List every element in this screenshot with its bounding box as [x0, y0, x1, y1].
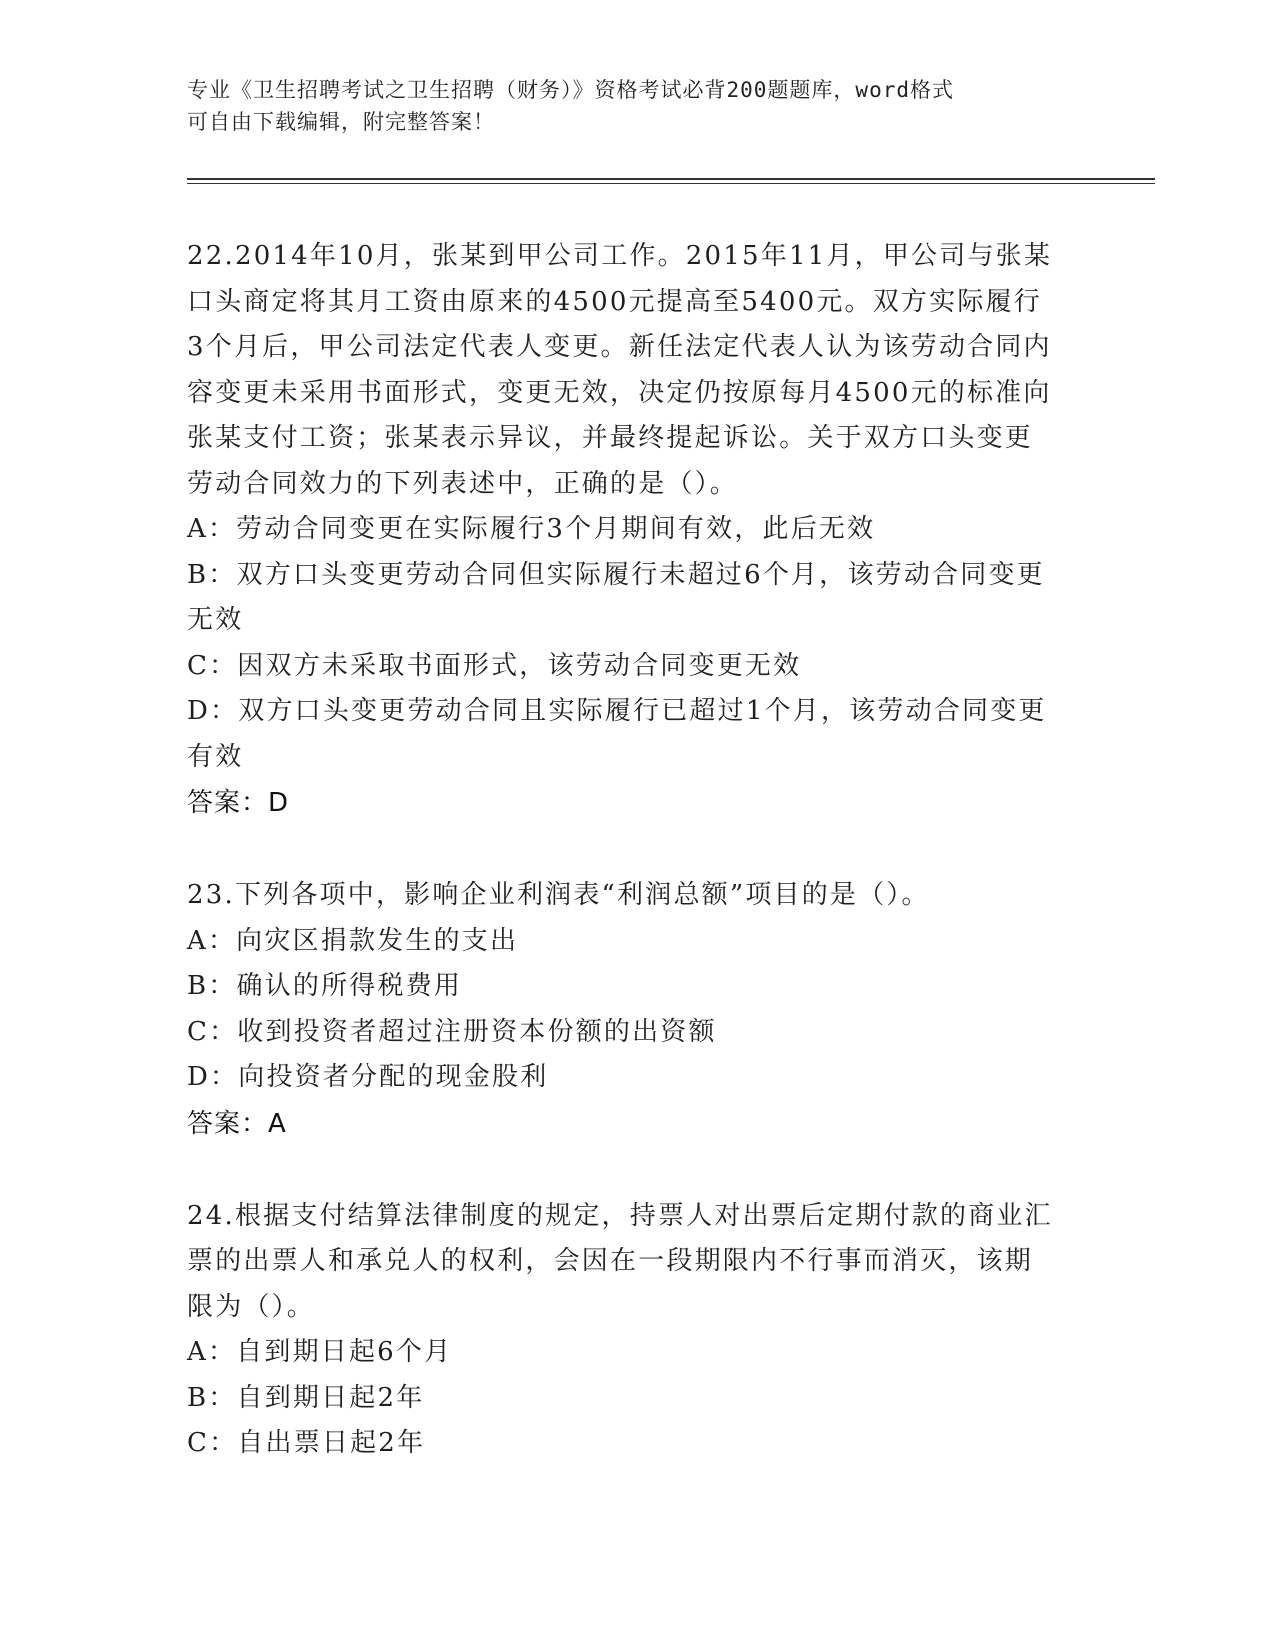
option-c — [187, 644, 1087, 690]
stem-line: 22.2014年10月，张某到甲公司工作。2015年11月，甲公司与张某 — [187, 241, 1053, 271]
question-list — [187, 234, 1087, 1467]
header-line: 可自由下载编辑，附完整答案！ — [187, 110, 495, 134]
option-d — [187, 689, 1087, 780]
question-stem — [187, 234, 1087, 507]
answer-label: 答案：D — [187, 788, 290, 818]
option-line: 无效 — [187, 605, 244, 635]
option-line: A：自到期日起6个月 — [187, 1337, 453, 1367]
header-line: 专业《卫生招聘考试之卫生招聘（财务）》资格考试必背200题题库，word格式 — [187, 78, 954, 102]
question-23 — [187, 873, 1087, 1148]
question-stem — [187, 1194, 1087, 1331]
stem-line: 容变更未采用书面形式，变更无效，决定仍按原每月4500元的标准向 — [187, 377, 1052, 408]
option-d — [187, 1055, 1087, 1101]
stem-line: 票的出票人和承兑人的权利，会因在一段期限内不行事而消灭，该期 — [187, 1246, 1034, 1276]
header-divider — [187, 178, 1155, 184]
option-line: D：双方口头变更劳动合同且实际履行已超过1个月，该劳动合同变更 — [187, 696, 1047, 726]
header-note — [187, 74, 1067, 138]
option-c — [187, 1421, 1087, 1467]
option-line: B：双方口头变更劳动合同但实际履行未超过6个月，该劳动合同变更 — [187, 559, 1045, 590]
option-b — [187, 553, 1087, 644]
question-24 — [187, 1194, 1087, 1467]
option-line: B：确认的所得税费用 — [187, 971, 463, 1001]
option-line: C：收到投资者超过注册资本份额的出资额 — [187, 1016, 717, 1047]
question-stem — [187, 873, 1087, 919]
option-b — [187, 1376, 1087, 1422]
option-b — [187, 964, 1087, 1010]
stem-line: 劳动合同效力的下列表述中，正确的是（）。 — [187, 468, 739, 499]
question-22 — [187, 234, 1087, 827]
option-line: 有效 — [187, 741, 244, 772]
stem-line: 限为（）。 — [187, 1291, 316, 1322]
stem-line: 张某支付工资；张某表示异议，并最终提起诉讼。关于双方口头变更 — [187, 423, 1034, 453]
stem-line: 3个月后，甲公司法定代表人变更。新任法定代表人认为该劳动合同内 — [187, 332, 1052, 362]
option-c — [187, 1010, 1087, 1056]
option-line: A：劳动合同变更在实际履行3个月期间有效，此后无效 — [187, 514, 876, 544]
stem-line: 23.下列各项中，影响企业利润表“利润总额”项目的是（）。 — [187, 880, 930, 910]
option-a — [187, 507, 1087, 553]
option-a — [187, 1330, 1087, 1376]
option-line: A：向灾区捐款发生的支出 — [187, 925, 519, 956]
stem-line: 口头商定将其月工资由原来的4500元提高至5400元。双方实际履行 — [187, 286, 1042, 317]
option-line: B：自到期日起2年 — [187, 1382, 425, 1413]
option-line: D：向投资者分配的现金股利 — [187, 1062, 549, 1092]
option-line: C：自出票日起2年 — [187, 1428, 426, 1458]
option-line: C：因双方未采取书面形式，该劳动合同变更无效 — [187, 650, 802, 681]
stem-line: 24.根据支付结算法律制度的规定，持票人对出票后定期付款的商业汇 — [187, 1200, 1053, 1231]
answer-label: 答案：A — [187, 1108, 287, 1139]
option-a — [187, 919, 1087, 965]
